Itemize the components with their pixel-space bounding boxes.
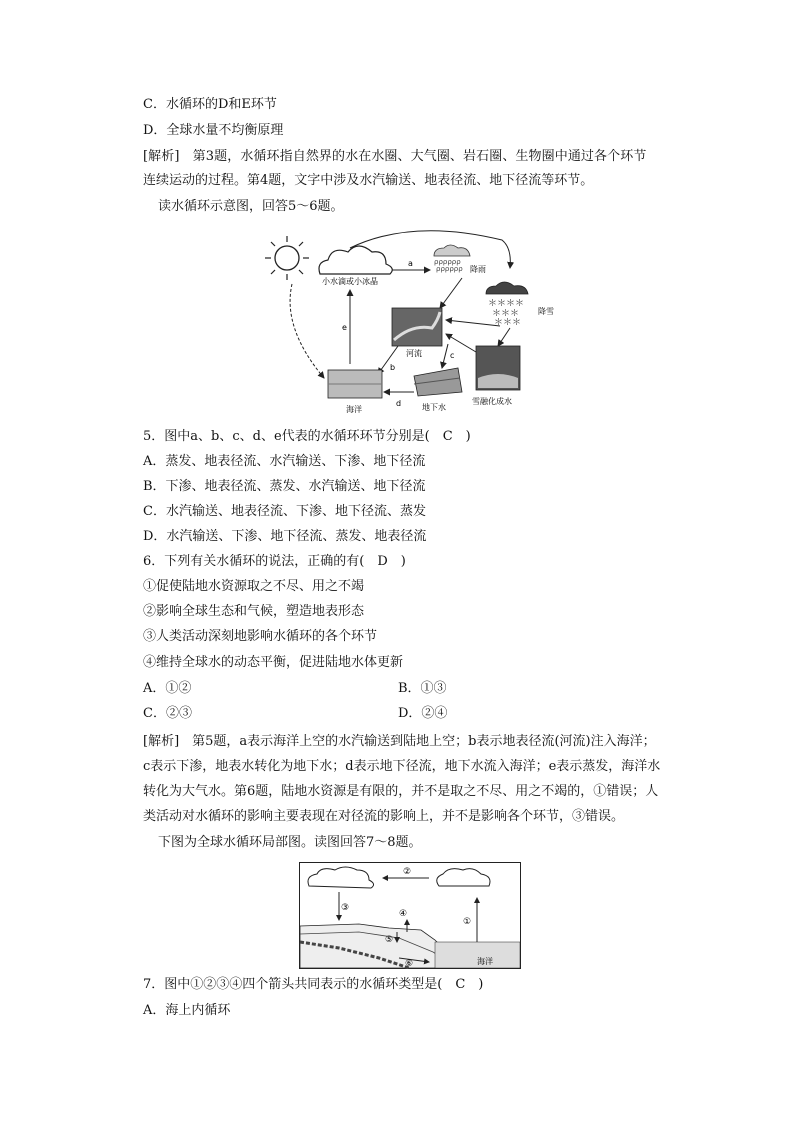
arrow-c bbox=[442, 344, 448, 368]
analysis-line: 转化为大气水。第6题，陆地水资源是有限的，并不是取之不尽、用之不竭的，①错误；人 bbox=[143, 784, 659, 799]
water-cycle-diagram bbox=[262, 228, 564, 418]
ocean-label: 海洋 bbox=[346, 405, 362, 414]
svg-text:ρρρρρρ: ρρρρρρ bbox=[436, 265, 463, 273]
label-5: ⑤ bbox=[385, 935, 394, 945]
statement-3: ③人类活动深刻地影响水循环的各个环节 bbox=[143, 629, 378, 644]
svg-text:＊＊＊: ＊＊＊ bbox=[492, 309, 520, 319]
svg-text:ρρρρρρ: ρρρρρρ bbox=[434, 258, 461, 266]
river-label: 河流 bbox=[406, 349, 422, 358]
q6-option-b: B．①③ bbox=[398, 681, 447, 696]
label-3: ③ bbox=[341, 903, 350, 913]
label-4: ④ bbox=[399, 909, 408, 919]
melt-image bbox=[476, 346, 520, 390]
question-5: 5．图中a、b、c、d、e代表的水循环环节分别是( C ) bbox=[143, 429, 471, 444]
river-image bbox=[392, 308, 442, 346]
q5-option-a: A．蒸发、地表径流、水汽输送、下渗、地下径流 bbox=[143, 454, 426, 469]
q5-option-b: B．下渗、地表径流、蒸发、水汽输送、地下径流 bbox=[143, 479, 426, 494]
ocean-label: 海洋 bbox=[477, 957, 493, 966]
snow-cloud-icon bbox=[486, 282, 528, 328]
q6-option-a: A．①② bbox=[143, 681, 192, 696]
local-water-cycle-diagram bbox=[299, 862, 521, 969]
ocean-image bbox=[328, 370, 382, 398]
label-6: ⑥ bbox=[405, 959, 414, 969]
q5-option-c: C．水汽输送、地表径流、下渗、地下径流、蒸发 bbox=[143, 504, 426, 519]
analysis-line: c表示下渗，地表水转化为地下水；d表示地下径流，地下水流入海洋；e表示蒸发，海洋水 bbox=[143, 759, 661, 774]
statement-1: ①促使陆地水资源取之不尽、用之不竭 bbox=[143, 579, 365, 594]
melt-to-river-arrow bbox=[446, 334, 476, 352]
analysis-line: [解析] 第5题，a表示海洋上空的水汽输送到陆地上空；b表示地表径流(河流)注入海洋； bbox=[143, 734, 656, 749]
label-2: ② bbox=[403, 867, 412, 877]
rain-cloud-icon bbox=[434, 245, 470, 273]
cloud-icon bbox=[319, 246, 392, 274]
q6-option-c: C．②③ bbox=[143, 706, 192, 721]
question-7: 7．图中①②③④四个箭头共同表示的水循环类型是( C ) bbox=[143, 977, 484, 992]
figure-intro: 读水循环示意图，回答5～6题。 bbox=[158, 199, 344, 214]
snow-to-melt-arrow bbox=[498, 328, 510, 346]
snow-to-river-arrow bbox=[446, 320, 500, 326]
groundwater-image bbox=[414, 368, 462, 396]
option-d-line: D．全球水量不均衡原理 bbox=[143, 123, 284, 138]
label-a: a bbox=[408, 259, 413, 268]
option-c-line: C．水循环的D和E环节 bbox=[143, 97, 277, 112]
analysis-line: 连续运动的过程。第4题，文字中涉及水汽输送、地表径流、地下径流等环节。 bbox=[143, 173, 594, 188]
svg-text:＊＊＊: ＊＊＊ bbox=[494, 318, 522, 328]
statement-4: ④维持全球水的动态平衡，促进陆地水体更新 bbox=[143, 655, 404, 670]
svg-text:＊＊＊＊: ＊＊＊＊ bbox=[488, 299, 525, 309]
analysis-line: [解析] 第3题，水循环指自然界的水在水圈、大气圈、岩石圈、生物圈中通过各个环节 bbox=[143, 149, 647, 164]
sun-icon bbox=[265, 236, 309, 280]
question-6: 6．下列有关水循环的说法，正确的有( D ) bbox=[143, 554, 406, 569]
cloud-label: 小水滴或小冰晶 bbox=[322, 277, 378, 286]
groundwater-label: 地下水 bbox=[422, 403, 446, 412]
label-b: b bbox=[390, 363, 396, 372]
q7-option-a: A．海上内循环 bbox=[143, 1003, 231, 1018]
figure-intro: 下图为全球水循环局部图。读图回答7～8题。 bbox=[158, 835, 422, 850]
analysis-line: 类活动对水循环的影响主要表现在对径流的影响上，并不是影响各个环节，③错误。 bbox=[143, 809, 625, 824]
label-d: d bbox=[396, 399, 402, 408]
q6-option-d: D．②④ bbox=[398, 706, 448, 721]
label-e: e bbox=[342, 323, 347, 332]
snow-label: 降雪 bbox=[538, 307, 554, 316]
rain-label: 降雨 bbox=[470, 265, 486, 274]
q5-option-d: D．水汽输送、下渗、地下径流、蒸发、地表径流 bbox=[143, 529, 427, 544]
rain-to-river-arrow bbox=[440, 278, 462, 308]
label-1: ① bbox=[463, 917, 472, 927]
statement-2: ②影响全球生态和气候，塑造地表形态 bbox=[143, 604, 365, 619]
sun-to-ocean-dashed bbox=[290, 284, 324, 378]
label-c: c bbox=[450, 351, 455, 360]
melt-label: 雪融化成水 bbox=[472, 397, 512, 406]
